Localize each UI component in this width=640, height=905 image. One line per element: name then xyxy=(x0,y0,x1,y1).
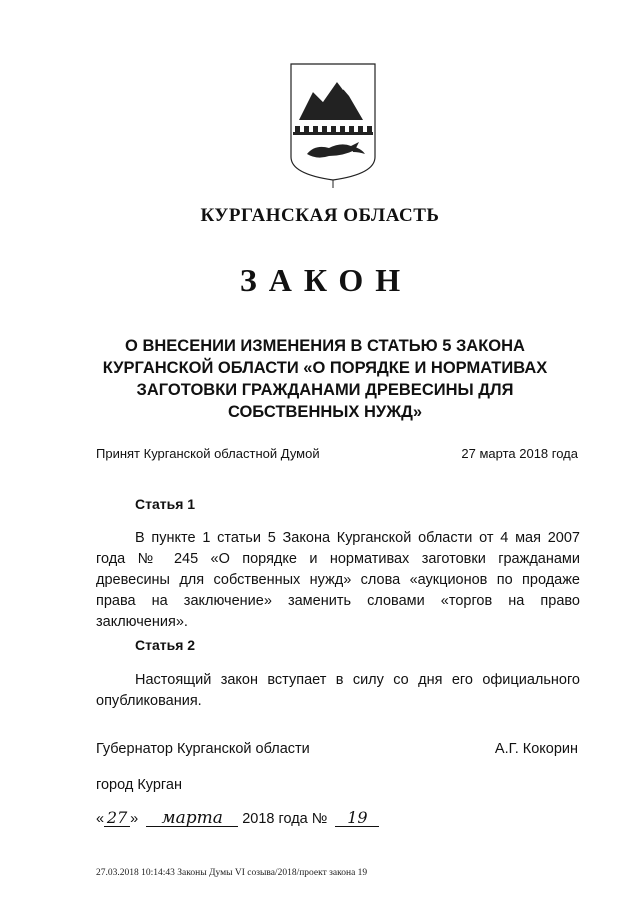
article-1-heading: Статья 1 xyxy=(135,496,196,512)
law-name xyxy=(90,335,560,423)
article-2-text: Настоящий закон вступает в силу со дня его официального опубликования. xyxy=(96,672,580,709)
document-type-heading: ЗАКОН xyxy=(239,262,413,298)
quote-close: » xyxy=(130,811,139,827)
coat-of-arms-emblem xyxy=(289,62,377,190)
governor-title: Губернатор Курганской области xyxy=(96,741,310,757)
law-name-line: ЗАГОТОВКИ ГРАЖДАНАМИ ДРЕВЕСИНЫ ДЛЯ xyxy=(136,381,514,399)
footer-stamp: 27.03.2018 10:14:43 Законы Думы VI созыва/2018/проект закона 19 xyxy=(96,868,368,878)
article-1-text: В пункте 1 статьи 5 Закона Курганской области от 4 мая 2007 года № 245 «О порядке и нормативах заготовки гражданами древесины для собственных нужд» слова «аукционов по продаже права на заключение» заменить словами «торгов на право заключения». xyxy=(96,530,580,630)
law-name-line: КУРГАНСКОЙ ОБЛАСТИ «О ПОРЯДКЕ И НОРМАТИВАХ xyxy=(102,359,548,377)
article-2-heading: Статья 2 xyxy=(135,637,196,653)
signing-date-line xyxy=(96,810,379,827)
handwritten-day: 27 xyxy=(104,810,130,827)
region-title: КУРГАНСКАЯ ОБЛАСТЬ xyxy=(200,205,440,226)
city-name: город Курган xyxy=(96,777,182,793)
handwritten-month: марта xyxy=(146,810,238,827)
adoption-date: 27 марта 2018 года xyxy=(461,446,578,461)
quote-open: « xyxy=(96,811,105,827)
law-name-line: СОБСТВЕННЫХ НУЖД» xyxy=(227,403,423,421)
law-name-line: О ВНЕСЕНИИ ИЗМЕНЕНИЯ В СТАТЬЮ 5 ЗАКОНА xyxy=(125,337,525,355)
year-and-number-label: 2018 года № xyxy=(242,811,328,827)
governor-name: А.Г. Кокорин xyxy=(494,741,578,757)
adopted-by-text: Принят Курганской областной Думой xyxy=(96,446,320,461)
handwritten-law-number: 19 xyxy=(335,810,379,827)
